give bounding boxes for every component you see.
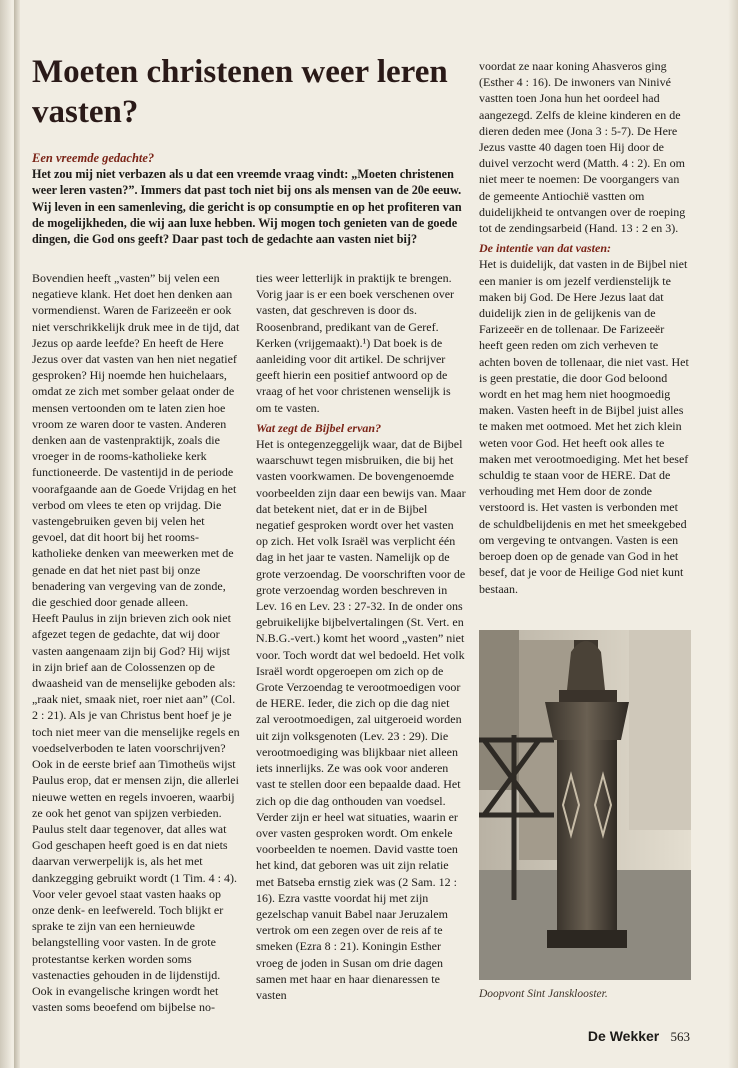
photo-caption: Doopvont Sint Jansklooster. bbox=[479, 988, 608, 1000]
page-footer bbox=[588, 1028, 690, 1045]
binding-spine bbox=[14, 0, 20, 1068]
page-number: 563 bbox=[670, 1029, 690, 1044]
body-paragraph: Heeft Paulus in zijn brieven zich ook niet afgezet tegen de gedachte, dat wij door vasten aangenaam zijn bij God? Hij wijst in zijn brief aan de Colossenzen op de dwaasheid van de menselijke geboden als: „raak niet, smaak niet, roer niet aan” (Col. 2 : 21). Als je van Christus bent hoef je je toch niet meer van die menselijke regels en voedselverboden te laten voorschrijven? Ook in de eerste brief aan Timotheüs wijst Paulus erop, dat er mensen zijn, die allerlei nieuwe wetten en regels invoeren, waarbij ze ook het genot van spijzen verbieden. Paulus stelt daar tegenover, dat alles wat God geschapen heeft goed is en dat niets daarvan verwerpelijk is, als het met dankzegging gebruikt wordt (1 Tim. 4 : 4). bbox=[32, 611, 240, 885]
body-paragraph: Het is duidelijk, dat vasten in de Bijbel niet een manier is om jezelf verdienstelijk te maken bij God. De Here Jezus laat dat duidelijk zien in de gelijkenis van de Farizeeër en de tollenaar. De Farizeeër heeft geen reden om zich verheven te achten boven de tollenaar, die niet vast. Het is geen prestatie, die door God beloond wordt en het mag hem niet hoogmoedig maken. Vasten heeft in de Bijbel juist alles te maken met ootmoed. Met het zich klein weten voor God. Het heeft ook alles te maken met verootmoediging. Met het besef schuldig te staan voor de HERE. Dat de verhouding met Hem door de zonde verstoord is. Het vasten is verbonden met de schuldbelijdenis en met het smeekgebed om vergeving te ontvangen. Vasten is een beroep doen op de genade van God in het besef, dat je voor de Heilige God niet kunt bestaan. bbox=[479, 257, 689, 596]
page-edge-shadow bbox=[0, 0, 12, 1068]
baptismal-font-photo bbox=[479, 630, 691, 980]
body-paragraph: Bovendien heeft „vasten” bij velen een negatieve klank. Het doet hen denken aan vormendienst. Waren de Farizeeën er ook niet verschrikkelijk druk mee in de tijd, dat Jezus op aarde leefde? En heeft de Here Jezus over dat vasten van hen niet negatief gesproken? Hij noemde hen huichelaars, omdat ze zich met somber gelaat onder de mensen vertoonden om te laten zien hoe vroom ze waren door te vasten. Anderen denken aan de vastenpraktijk, zoals die vroeger in de rooms-katholieke kerk functioneerde. De vastentijd in de periode voorafgaande aan de Goede Vrijdag en het verbod om vlees te eten op vrijdag. Die vastengebruiken geven bij velen het gevoel, dat dit hoort bij het rooms-katholieke denken van meewerken met de genade en dat het niet past bij onze benadering van vergeving van de zonde, die geschied door genade alleen. bbox=[32, 271, 240, 610]
column-3 bbox=[479, 58, 691, 597]
column-2 bbox=[256, 270, 466, 1003]
intro-heading: Een vreemde gedachte? bbox=[32, 151, 155, 165]
baptismal-font-illustration bbox=[479, 630, 691, 980]
body-paragraph: ties weer letterlijk in praktijk te brengen. Vorig jaar is er een boek verschenen over vasten, dat geschreven is door ds. Roosenbrand, predikant van de Geref. Kerken (vrijgemaakt).¹) Dat boek is de aanleiding voor dit artikel. De schrijver geeft hierin een positief antwoord op de vraag of het voor christenen wenselijk is om te vasten. bbox=[256, 271, 455, 415]
body-paragraph: Het is ontegenzeggelijk waar, dat de Bijbel waarschuwt tegen misbruiken, die bij het vasten voorkwamen. De bovengenoemde voorbeelden zijn daar een bewijs van. Maar dat betekent niet, dat er in de Bijbel negatief gesproken wordt over het vasten op zich. Het volk Israël was verplicht één dag in het jaar te vasten. Namelijk op de grote verzoendag. De voorschriften voor de grote verzoendag worden beschreven in Lev. 16 en Lev. 23 : 27-32. In de onder ons gebruikelijke bijbelvertalingen (St. Vert. en N.B.G.-vert.) komt het woord „vasten” niet voor. Toch wordt dat wel bedoeld. Het volk Israël wordt opgeroepen om zich op de Grote Verzoendag te verootmoedigen voor de HERE. Ieder, die zich op die dag niet zal verootmoedigen, zal uitgeroeid worden uit zijn volksgenoten (Lev. 23 : 29). Die verootmoediging was blijkbaar niet alleen iets innerlijks. Ze was ook voor anderen vast te stellen door een bepaalde daad. Het zich op die dag onthouden van voedsel. bbox=[256, 437, 466, 808]
article-title: Moeten christenen weer leren vasten? bbox=[32, 54, 448, 130]
publication-name: De Wekker bbox=[587, 1028, 660, 1044]
body-paragraph: Voor veler gevoel staat vasten haaks op onze denk- en leefwereld. Toch blijkt er sprake te zijn van een hernieuwde belangstelling voor vasten. In de grote protestantse kerken worden soms vastenacties gehouden in de lijdenstijd. Ook in evangelische kringen wordt het vasten soms beoefend om bijbelse no- bbox=[32, 886, 224, 1015]
page-edge-shadow-right bbox=[728, 0, 738, 1068]
lead-paragraph: Het zou mij niet verbazen als u dat een vreemde vraag vindt: „Moeten christenen weer leren vasten?”. Immers dat past toch niet bij ons als mensen van de 20e eeuw. Wij leven in een samenleving, die gericht is op consumptie en op het profiteren van de mogelijkheden, die wij aan luxe hebben. Wij mogen toch genieten van de goede dingen, die God ons geeft? Daar past toch de gedachte aan vasten niet bij? bbox=[32, 167, 462, 247]
section-heading: Wat zegt de Bijbel ervan? bbox=[256, 420, 382, 435]
section-heading: De intentie van dat vasten: bbox=[479, 241, 611, 256]
body-paragraph: voordat ze naar koning Ahasveros ging (Esther 4 : 16). De inwoners van Ninivé vastten toen Jona hun het oordeel had aangezegd. Zelfs de kleine kinderen en de dieren deden mee (Jona 3 : 5-7). De Here Jezus vastte 40 dagen toen Hij door de duivel verzocht werd (Matth. 4 : 2). En om niet meer te noemen: De voorgangers van de gemeente Antiochië vastten om duidelijkheid te ontvangen over de roeping tot de zendingsarbeid (Hand. 13 : 2 en 3). bbox=[479, 59, 686, 236]
body-paragraph: Verder zijn er heel wat situaties, waarin er over vasten gesproken wordt. Om enkele voorbeelden te noemen. David vastte toen het kind, dat geboren was uit zijn relatie met Batseba ernstig ziek was (2 Sam. 12 : 16). Ezra vastte voordat hij met zijn gezelschap vanuit Babel naar Jeruzalem vertrok om een zegen over de reis af te smeken (Ezra 8 : 21). Koningin Esther vroeg de joden in Susan om drie dagen samen met haar en haar dienaressen te vasten bbox=[256, 809, 458, 1002]
column-1 bbox=[32, 270, 242, 1015]
